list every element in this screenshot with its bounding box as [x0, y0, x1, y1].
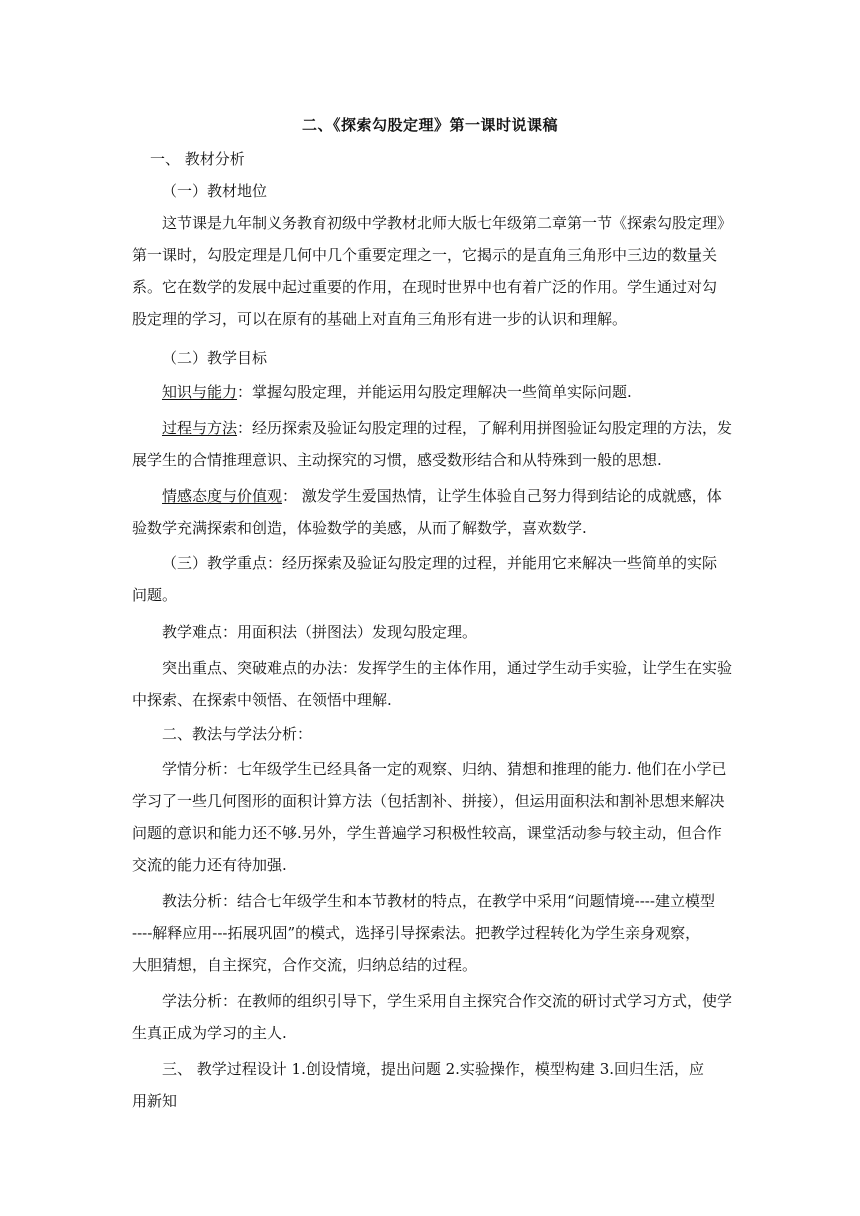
- paragraph-line: 交流的能力还有待加强.: [132, 856, 287, 874]
- paragraph-line: 用新知: [132, 1092, 178, 1110]
- goal-knowledge: [162, 382, 762, 402]
- paragraph-line: 这节课是九年制义务教育初级中学教材北师大版七年级第二章第一节《探索勾股定理》: [162, 214, 733, 232]
- paragraph-line: 中探索、在探索中领悟、在领悟中理解.: [132, 691, 392, 709]
- method-paragraph: 突出重点、突破难点的办法：发挥学生的主体作用，通过学生动手实验，让学生在实验: [162, 659, 733, 677]
- section-heading-3: 三、 教学过程设计 1.创设情境，提出问题 2.实验操作，模型构建 3.回归生活，应: [162, 1060, 705, 1078]
- paragraph-line: 学习了一些几何图形的面积计算方法（包括割补、拼接），但运用面积法和割补思想来解决: [132, 792, 725, 810]
- difficulty: 教学难点：用面积法（拼图法）发现勾股定理。: [162, 623, 478, 641]
- section-heading-1: 一、 教材分析: [150, 150, 245, 168]
- goal-process: [162, 418, 762, 438]
- subsection-heading-1: （一）教材地位: [162, 182, 268, 200]
- paragraph-line: 大胆猜想，自主探究，合作交流，归纳总结的过程。: [132, 956, 478, 974]
- paragraph-line: 生真正成为学习的主人.: [132, 1024, 287, 1042]
- learning-analysis: 学情分析：七年级学生已经具备一定的观察、归纳、猜想和推理的能力. 他们在小学已: [162, 760, 727, 778]
- paragraph-line: 验数学充满探索和创造，体验数学的美感，从而了解数学，喜欢数学.: [132, 519, 587, 537]
- goal-emotion: [162, 486, 762, 506]
- paragraph-line: 问题。: [132, 586, 178, 604]
- paragraph-line: 问题的意识和能力还不够.另外，学生普遍学习积极性较高，课堂活动参与较主动，但合作: [132, 824, 722, 842]
- key-points: （三）教学重点：经历探索及验证勾股定理的过程，并能用它来解决一些简单的实际: [162, 554, 718, 572]
- subsection-heading-2: （二）教学目标: [162, 349, 268, 367]
- goal-text: ：掌握勾股定理，并能运用勾股定理解决一些简单实际问题.: [237, 383, 632, 401]
- goal-text: ： 激发学生爱国热情，让学生体验自己努力得到结论的成就感，体: [282, 487, 722, 505]
- paragraph-line: 股定理的学习，可以在原有的基础上对直角三角形有进一步的认识和理解。: [132, 310, 628, 328]
- paragraph-line: 系。它在数学的发展中起过重要的作用，在现时世界中也有着广泛的作用。学生通过对勾: [132, 278, 718, 296]
- goal-text: ：经历探索及验证勾股定理的过程，了解利用拼图验证勾股定理的方法，发: [237, 419, 733, 437]
- paragraph-line: 展学生的合情推理意识、主动探究的习惯，感受数形结合和从特殊到一般的思想.: [132, 451, 662, 469]
- study-analysis: 学法分析：在教师的组织引导下，学生采用自主探究合作交流的研讨式学习方式，使学: [162, 992, 733, 1010]
- goal-label: 知识与能力: [162, 383, 238, 401]
- teaching-analysis: 教法分析：结合七年级学生和本节教材的特点，在教学中采用“问题情境----建立模型: [162, 892, 715, 910]
- document-title: 二、《探索勾股定理》第一课时说课稿: [301, 116, 558, 134]
- goal-label: 过程与方法: [162, 419, 238, 437]
- goal-label: 情感态度与价值观: [162, 487, 283, 505]
- paragraph-line: 第一课时，勾股定理是几何中几个重要定理之一，它揭示的是直角三角形中三边的数量关: [132, 246, 718, 264]
- paragraph-line: ----解释应用---拓展巩固”的模式，选择引导探索法。把教学过程转化为学生亲身观察，: [132, 924, 701, 942]
- section-heading-2: 二、教法与学法分析：: [162, 725, 313, 743]
